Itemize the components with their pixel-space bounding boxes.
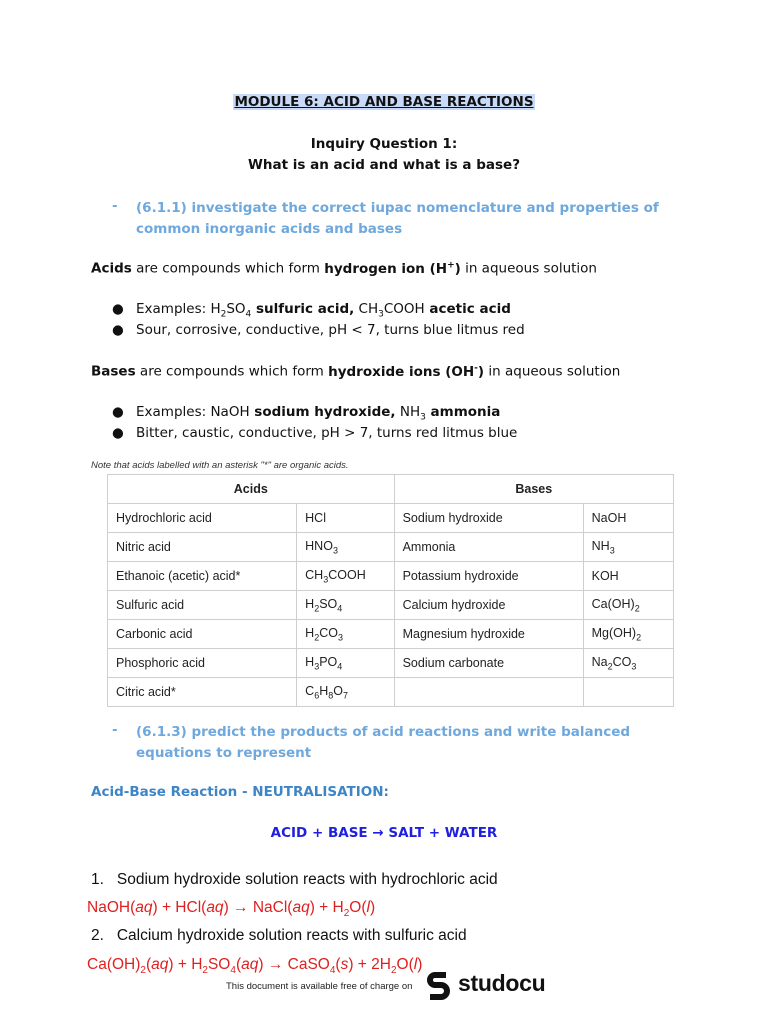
base-name-cell: Magnesium hydroxide (394, 620, 583, 649)
base-formula-cell: $Na_2CO_3$ (583, 649, 673, 678)
base-name-cell: Sodium carbonate (394, 649, 583, 678)
table-note: Note that acids labelled with an asterisk "*" are organic acids. (91, 460, 349, 471)
base-name-cell: Calcium hydroxide (394, 591, 583, 620)
base-formula-cell: $Ca(OH)_2$ (583, 591, 673, 620)
acid-formula-cell: $H_2SO_4$ (297, 591, 394, 620)
base-formula-cell: $Mg(OH)_2$ (583, 620, 673, 649)
acid-formula-cell: HCl (297, 504, 394, 533)
table-row (108, 591, 674, 620)
acid-name-cell: Hydrochloric acid (108, 504, 297, 533)
acid-formula-cell: $C_6H_8O_7$ (297, 678, 394, 707)
studocu-logo-icon[interactable] (424, 969, 454, 1005)
acid-formula-cell: $CH_3COOH$ (297, 562, 394, 591)
acid-formula-cell: $H_3PO_4$ (297, 649, 394, 678)
example-1-description: 1. Sodium hydroxide solution reacts with hydrochloric acid (91, 871, 498, 888)
base-formula-cell: KOH (583, 562, 673, 591)
footer-availability-text: This document is available free of charge on (226, 981, 413, 992)
acid-name-cell: Ethanoic (acetic) acid* (108, 562, 297, 591)
example-2-equation: $Ca(OH)_2(aq) + H_2SO_4(aq)$ → CaSO$_4$(s) + $2H_2O(l)$ (87, 956, 423, 977)
neutralisation-title: Acid-Base Reaction - NEUTRALISATION: (91, 784, 389, 800)
acid-name-cell: Phosphoric acid (108, 649, 297, 678)
neutralisation-word-equation: ACID + BASE → SALT + WATER (270, 825, 498, 841)
example-2-description: 2. Calcium hydroxide solution reacts with sulfuric acid (91, 927, 467, 944)
table-row (108, 678, 674, 707)
header-acids: Acids (108, 475, 395, 504)
acid-name-cell: Nitric acid (108, 533, 297, 562)
base-name-cell: Sodium hydroxide (394, 504, 583, 533)
table-row (108, 504, 674, 533)
acids-definition: Acids are compounds which form hydrogen ion (H+) in aqueous solution (91, 260, 597, 277)
syllabus-point-6-1-1: - (6.1.1) investigate the correct iupac nomenclature and properties of common inorganic acids and bases (112, 198, 659, 237)
acid-name-cell: Carbonic acid (108, 620, 297, 649)
table-row (108, 620, 674, 649)
acid-formula-cell: $HNO_3$ (297, 533, 394, 562)
inquiry-question-label: Inquiry Question 1: (310, 136, 458, 152)
acid-name-cell: Citric acid* (108, 678, 297, 707)
table-header-row (108, 475, 674, 504)
base-name-cell: Ammonia (394, 533, 583, 562)
base-formula-cell (583, 678, 673, 707)
bases-definition: Bases are compounds which form hydroxide ions (OH-) in aqueous solution (91, 363, 621, 380)
base-formula-cell: $NH_3$ (583, 533, 673, 562)
acid-name-cell: Sulfuric acid (108, 591, 297, 620)
acid-formula-cell: $H_2CO_3$ (297, 620, 394, 649)
studocu-brand-name[interactable]: studocu (458, 970, 546, 996)
example-1-equation: NaOH(aq) + HCl(aq) → NaCl(aq) + $H_2O(l)$ (87, 899, 376, 920)
base-formula-cell: NaOH (583, 504, 673, 533)
page-title: MODULE 6: ACID AND BASE REACTIONS (234, 94, 534, 110)
table-row (108, 649, 674, 678)
header-bases: Bases (394, 475, 673, 504)
base-name-cell: Potassium hydroxide (394, 562, 583, 591)
table-row (108, 533, 674, 562)
acids-bases-table (107, 474, 674, 707)
syllabus-point-6-1-3: - (6.1.3) predict the products of acid reactions and write balanced equations to represent (112, 722, 631, 761)
inquiry-question-text: What is an acid and what is a base? (247, 157, 521, 173)
table-row (108, 562, 674, 591)
base-name-cell (394, 678, 583, 707)
